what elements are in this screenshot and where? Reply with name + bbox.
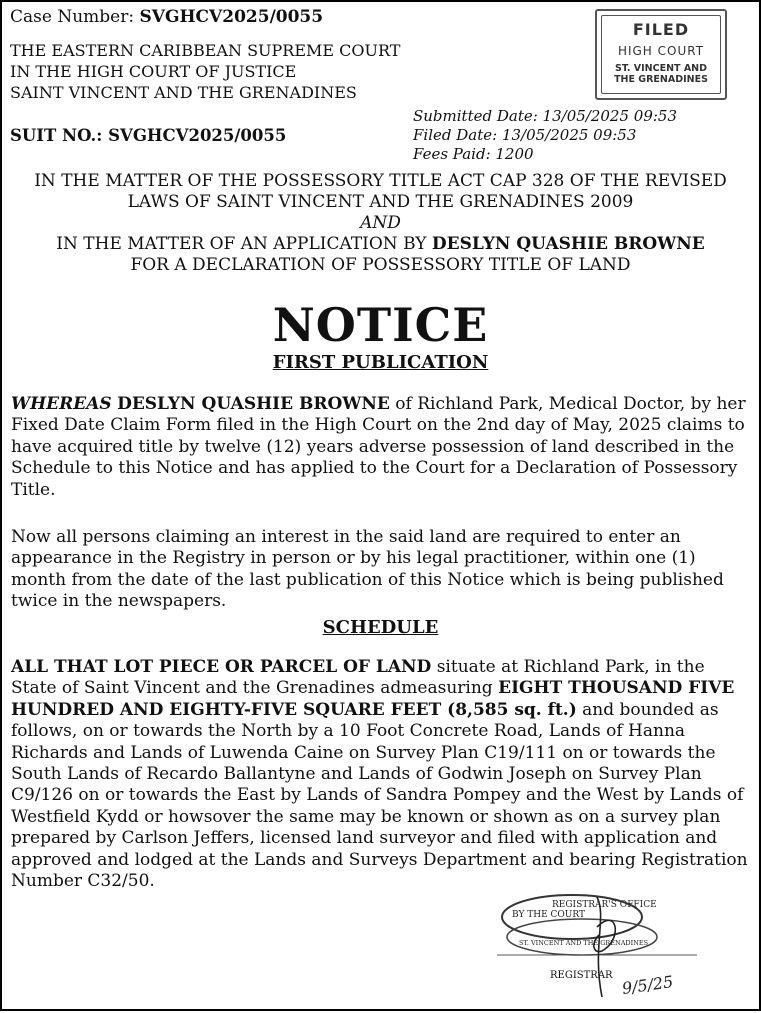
stamp-court: HIGH COURT [617,44,705,58]
matter-line-1: IN THE MATTER OF THE POSSESSORY TITLE ACT CAP 328 OF THE REVISED [34,171,727,191]
notice-title: NOTICE [272,298,489,352]
court-line-1: THE EASTERN CARIBBEAN SUPREME COURT [10,41,401,60]
appearance-paragraph: Now all persons claiming an interest in the said land are required to enter an appearance in the Registry in person or by his legal practitioner, within one (1) month from the date of the last publication of this Notice which is being published twice in the newspapers. [11,527,724,612]
schedule-text-1: situate at Richland Park, in the State of Saint Vincent and the Grenadines admeasuring [11,657,705,699]
signature-icon [594,897,615,997]
submitted-date: Submitted Date: 13/05/2025 09:53 [413,107,678,125]
registrar-seal [497,887,761,1013]
matter-line-2: LAWS OF SAINT VINCENT AND THE GRENADINES 2009 [127,192,634,212]
schedule-lead: ALL THAT LOT PIECE OR PARCEL OF LAND [11,657,432,677]
schedule-title: SCHEDULE [322,617,439,638]
publication-subtitle: FIRST PUBLICATION [272,352,489,373]
stamp-title: FILED [632,20,690,39]
applicant-name: DESLYN QUASHIE BROWNE [431,234,705,254]
whereas-word: WHEREAS [11,394,112,414]
matter-line-3-pre: IN THE MATTER OF AN APPLICATION BY [56,234,432,254]
whereas-paragraph [11,394,751,501]
court-line-3: SAINT VINCENT AND THE GRENADINES [10,83,357,102]
fees-paid: Fees Paid: 1200 [413,145,534,163]
filed-stamp [595,9,727,100]
whereas-text: of Richland Park, Medical Doctor, by her Fixed Date Claim Form filed in the High Court on the 2nd day of May, 2025 claims to have acquired title by twelve (12) years adverse possession of land described in the Schedule to this Notice and has applied to the Court for a Declaration of Possessory Title. [11,394,746,500]
case-number: SVGHCV2025/0055 [139,7,324,27]
seal-middle: BY THE COURT [512,910,586,920]
suit-number: SVGHCV2025/0055 [108,126,287,145]
seal-top: REGISTRAR'S OFFICE [552,900,657,910]
schedule-paragraph [11,657,751,892]
matter-line-4: FOR A DECLARATION OF POSSESSORY TITLE OF LAND [130,255,631,275]
filed-date: Filed Date: 13/05/2025 09:53 [413,126,637,144]
matter-and: AND [360,213,401,233]
matter-line-3 [2,234,759,255]
matter-heading [2,171,759,276]
whereas-name: DESLYN QUASHIE BROWNE [117,394,390,414]
case-label: Case Number: [10,7,135,27]
filing-metadata [413,107,677,164]
case-number-line [10,7,323,27]
suit-label: SUIT NO.: [10,126,103,145]
registrar-label: REGISTRAR [550,970,613,981]
schedule-area: EIGHT THOUSAND FIVE HUNDRED AND EIGHTY-FIVE SQUARE FEET (8,585 sq. ft.) [11,678,735,720]
stamp-line-3: THE GRENADINES [614,74,708,85]
seal-bottom: ST. VINCENT AND THE GRENADINES [519,939,649,947]
court-heading [10,40,400,103]
suit-number-line [10,126,286,145]
schedule-text-2: and bounded as follows, on or towards the North by a 10 Foot Concrete Road, Lands of Hanna Richards and Lands of Luwenda Caine on Survey Plan C19/111 on or towards the South Lands of Recardo Ballantyne and Lands of Godwin Joseph on Survey Plan C9/126 on or towards the East by Lands of Sandra Pompey and the West by Lands of Westfield Kydd or howsover the same may be known or shown as on a survey plan prepared by Carlson Jeffers, licensed land surveyor and filed with application and approved and lodged at the Lands and Surveys Department and bearing Registration Number C32/50. [11,699,748,892]
seal-date: 9/5/25 [620,972,675,998]
court-line-2: IN THE HIGH COURT OF JUSTICE [10,62,297,81]
stamp-line-2: ST. VINCENT AND [614,63,708,74]
